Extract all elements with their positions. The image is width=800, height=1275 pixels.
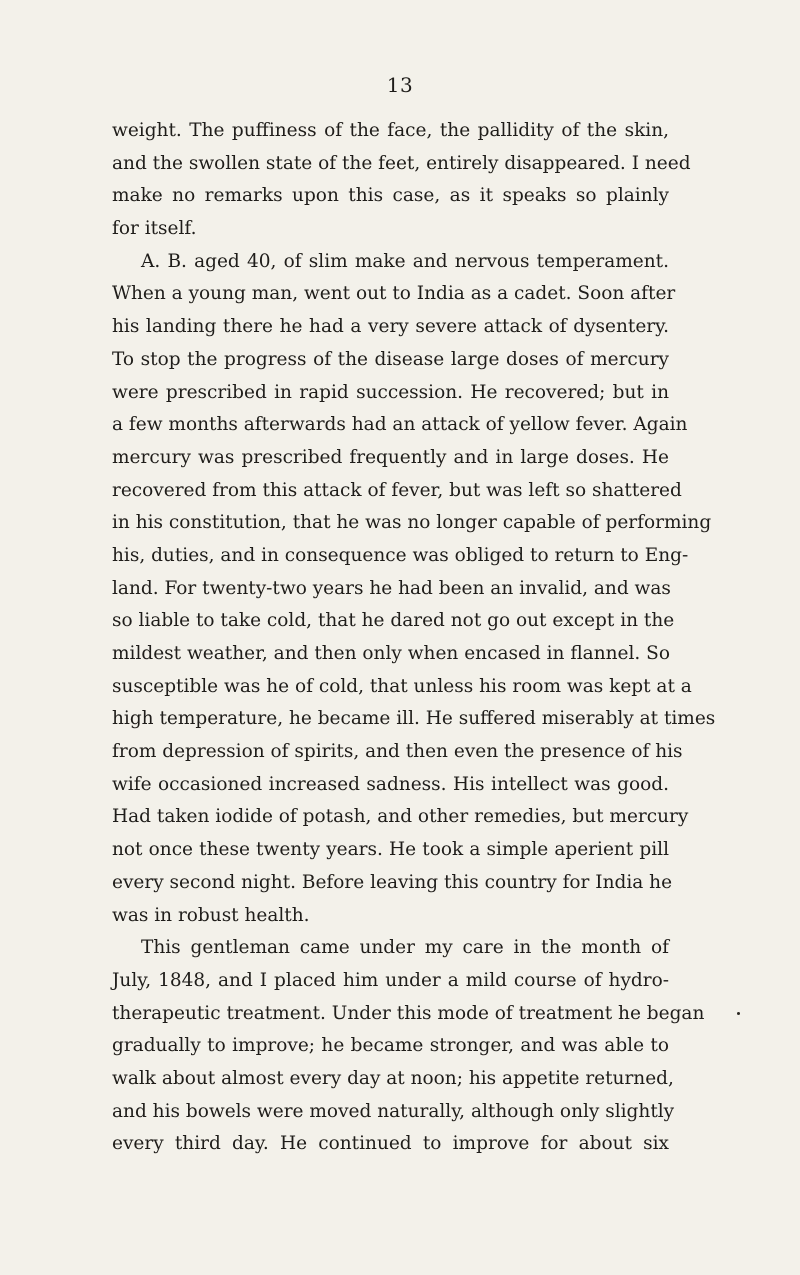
text-line: mercury was prescribed frequently and in large doses. He bbox=[112, 446, 669, 468]
text-line: a few months afterwards had an attack of yellow fever. Again bbox=[112, 414, 688, 436]
text-line: every third day. He continued to improve for about six bbox=[112, 1133, 669, 1155]
text-line: therapeutic treatment. Under this mode of treatment he began bbox=[112, 1002, 705, 1024]
text-line: make no remarks upon this case, as it speaks so plainly bbox=[112, 185, 669, 207]
text-line: weight. The puffiness of the face, the pallidity of the skin, bbox=[112, 120, 669, 141]
text-line: not once these twenty years. He took a simple aperient pill bbox=[112, 839, 669, 861]
text-line: susceptible was he of cold, that unless his room was kept at a bbox=[112, 675, 692, 697]
text-line: July, 1848, and I placed him under a mild course of hydro- bbox=[112, 969, 669, 991]
text-line: every second night. Before leaving this country for India he bbox=[112, 871, 673, 893]
text-line: Had taken iodide of potash, and other remedies, but mercury bbox=[112, 806, 689, 828]
text-line: high temperature, he became ill. He suffered miserably at times bbox=[112, 708, 716, 730]
text-line: A. B. aged 40, of slim make and nervous temperament. bbox=[141, 250, 669, 272]
text-line: wife occasioned increased sadness. His intellect was good. bbox=[112, 773, 669, 795]
text-line: from depression of spirits, and then even the presence of his bbox=[112, 741, 683, 763]
ink-speck bbox=[737, 1012, 740, 1015]
text-line: was in robust health. bbox=[112, 904, 310, 926]
text-line: so liable to take cold, that he dared not go out except in the bbox=[112, 610, 675, 632]
text-line: land. For twenty-two years he had been an invalid, and was bbox=[112, 577, 671, 599]
page-number: 13 bbox=[386, 73, 414, 97]
text-line: in his constitution, that he was no longer capable of performing bbox=[112, 512, 712, 534]
text-line: recovered from this attack of fever, but was left so shattered bbox=[112, 479, 682, 501]
text-line: were prescribed in rapid succession. He recovered; but in bbox=[112, 381, 669, 403]
text-line: gradually to improve; he became stronger, and was able to bbox=[112, 1035, 669, 1057]
text-line: his landing there he had a very severe attack of dysentery. bbox=[112, 316, 669, 338]
body-text bbox=[112, 115, 716, 1161]
text-line: for itself. bbox=[112, 218, 197, 240]
text-line: walk about almost every day at noon; his appetite returned, bbox=[112, 1067, 674, 1089]
text-line: To stop the progress of the disease large doses of mercury bbox=[112, 348, 669, 370]
text-line: This gentleman came under my care in the month of bbox=[141, 937, 669, 959]
text-line: his, duties, and in consequence was obliged to return to Eng- bbox=[112, 544, 689, 566]
text-line: and his bowels were moved naturally, although only slightly bbox=[112, 1100, 675, 1122]
text-line: mildest weather, and then only when encased in flannel. So bbox=[112, 643, 670, 664]
text-line: and the swollen state of the feet, entirely disappeared. I need bbox=[112, 152, 691, 174]
text-line: When a young man, went out to India as a cadet. Soon after bbox=[112, 283, 676, 305]
